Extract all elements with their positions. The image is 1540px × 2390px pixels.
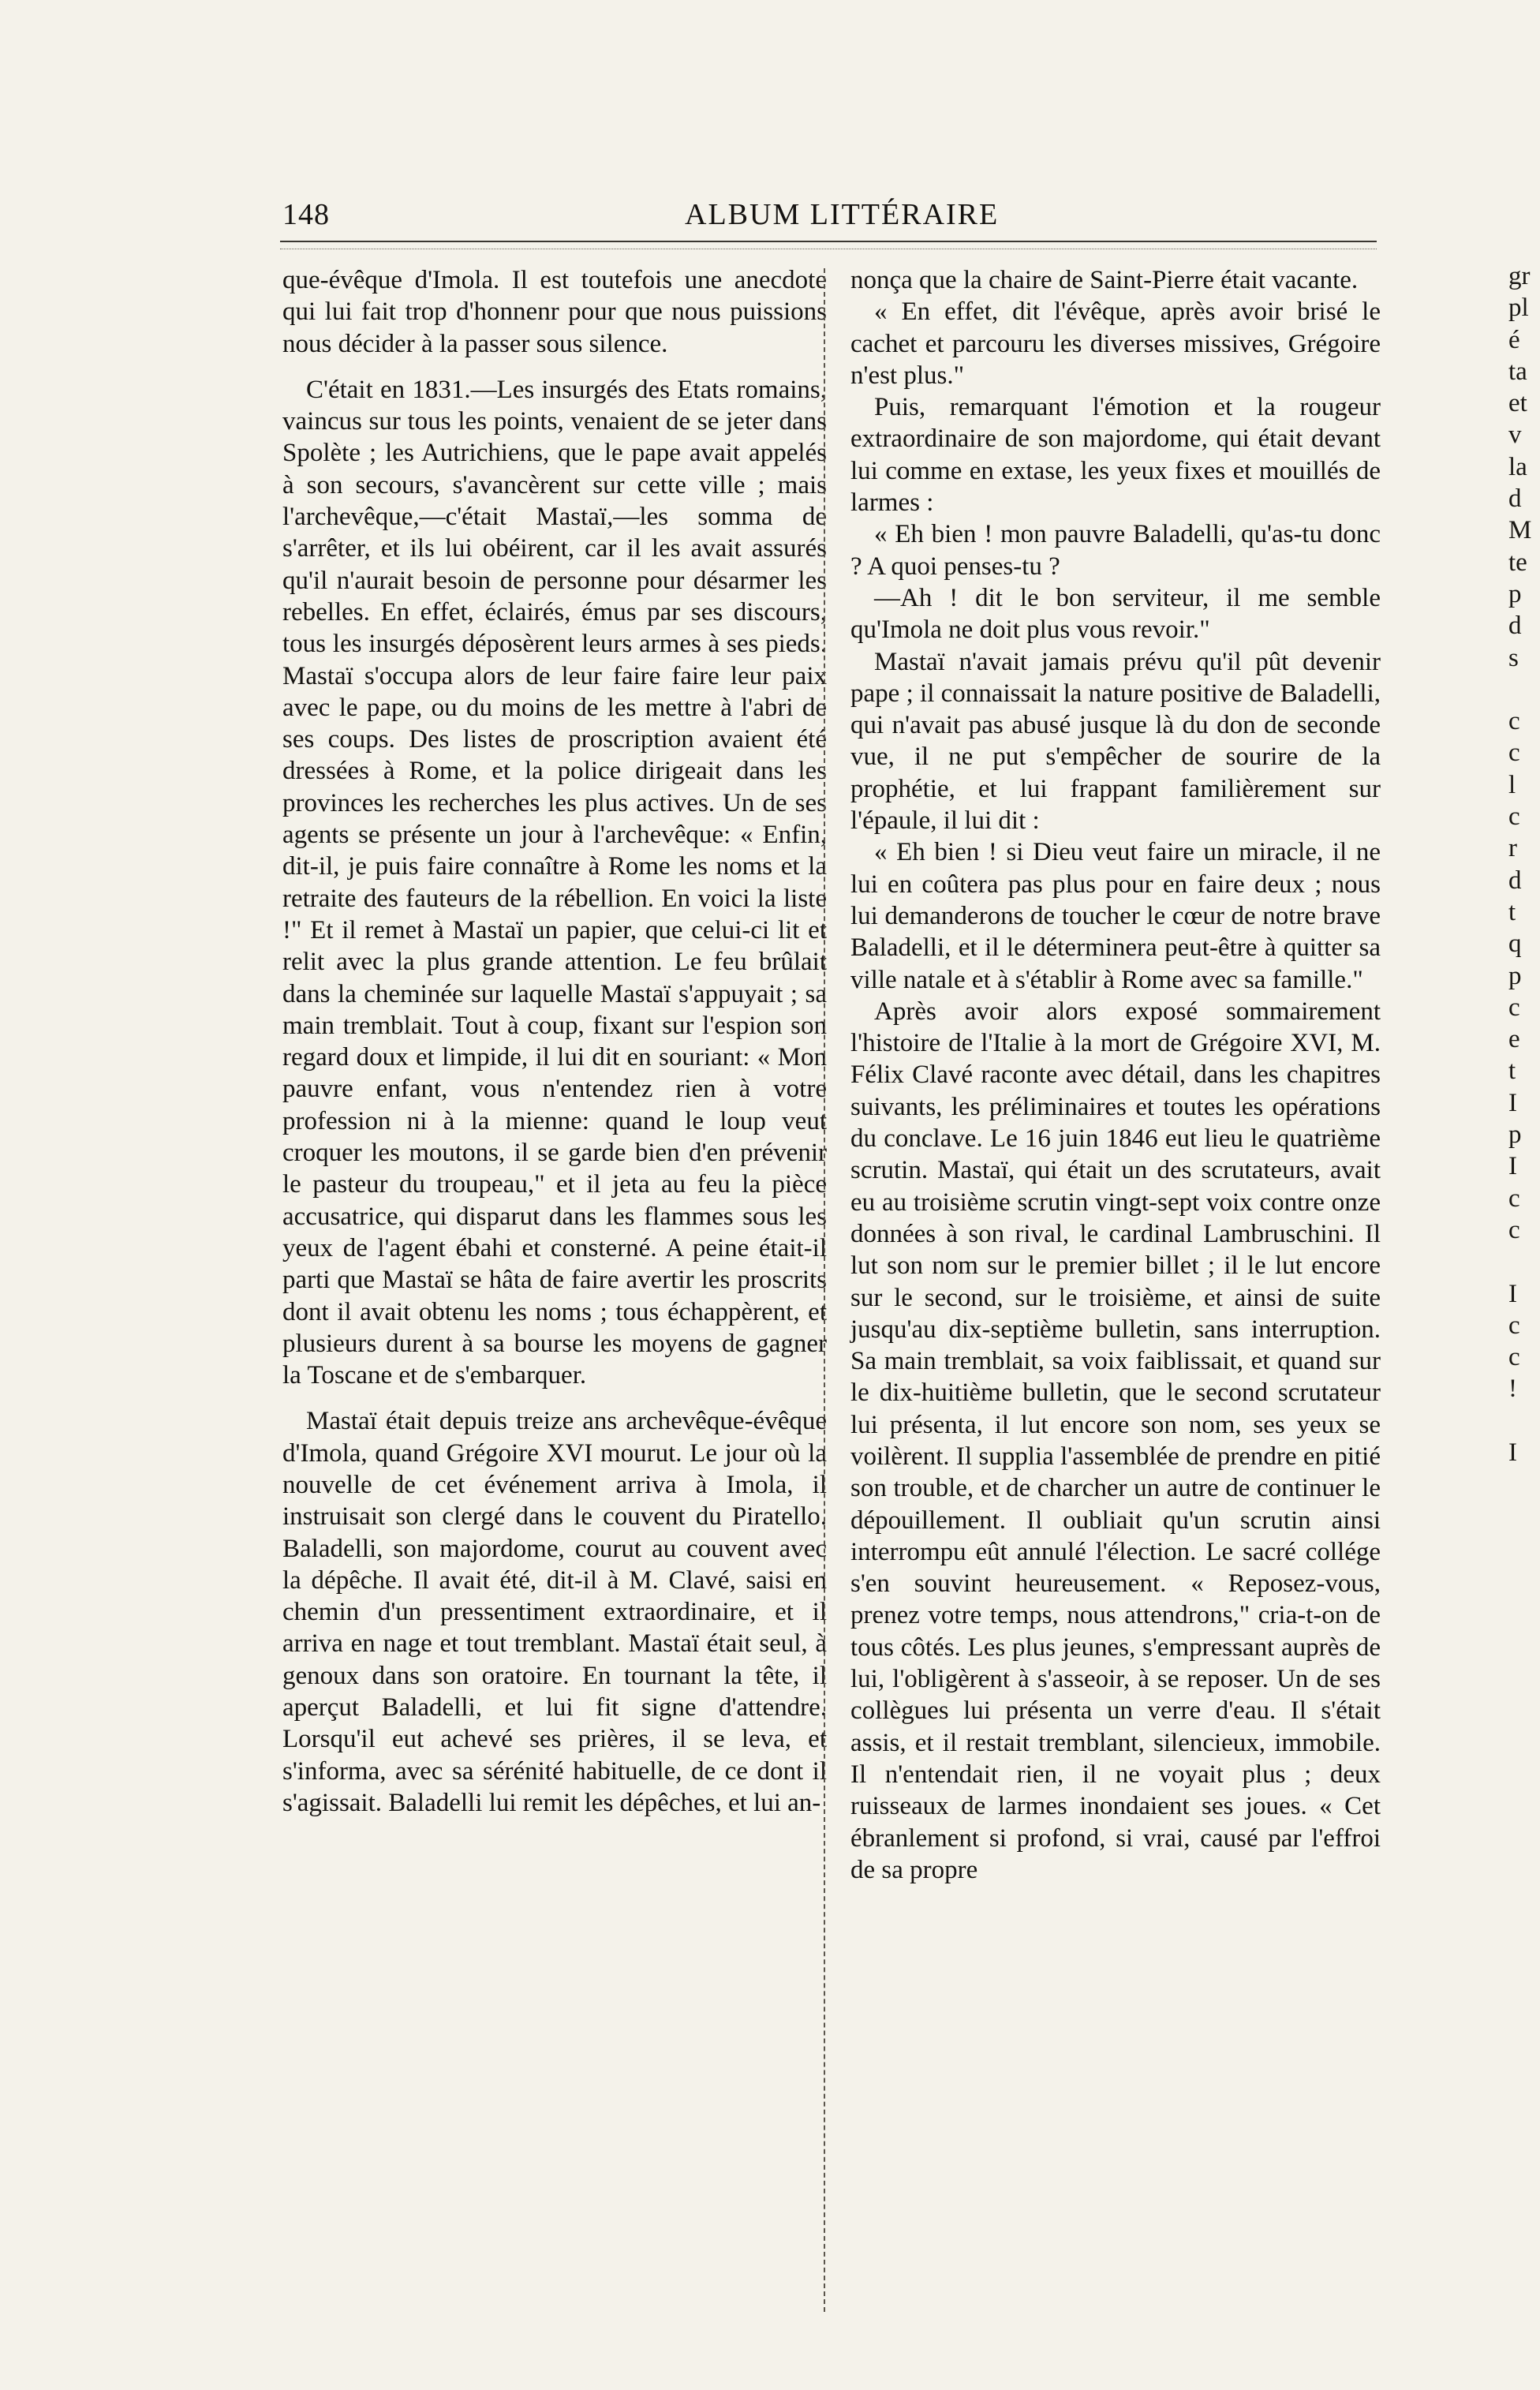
adjacent-page-fragment: I [1508, 1438, 1517, 1467]
paragraph: « En effet, dit l'évêque, après avoir brisé le cachet et parcouru les diverses missives, Grégoire n'est plus." [850, 297, 1381, 390]
adjacent-page-fragment: la [1508, 452, 1527, 481]
right-column [850, 264, 1381, 1886]
adjacent-page-fragment: q [1508, 929, 1522, 959]
adjacent-page-fragment: te [1508, 548, 1527, 577]
left-column [282, 264, 827, 1819]
adjacent-page-fragment: p [1508, 1120, 1522, 1150]
adjacent-page-fragment: pl [1508, 294, 1529, 323]
adjacent-page-fragment: d [1508, 484, 1522, 514]
adjacent-page-fragment: c [1508, 739, 1520, 768]
adjacent-page-fragment: ! [1508, 1375, 1517, 1404]
adjacent-page-fragment: c [1508, 1311, 1520, 1340]
column-divider [824, 268, 825, 2312]
running-title: ALBUM LITTÉRAIRE [685, 198, 1000, 231]
adjacent-page-fragment: c [1508, 802, 1520, 832]
paragraph: Mastaï était depuis treize ans archevêque-évêque d'Imola, quand Grégoire XVI mourut. Le jour où la nouvelle de cet événement arriva à Imola, il instruisait son clergé dans le couvent du Piratello. Baladelli, son majordome, courut au couvent avec la dépêche. Il avait été, dit-il à M. Clavé, saisi en chemin d'un pressentiment extraordinaire, et il arriva en nage et tout tremblant. Mastaï était seul, à genoux dans son oratoire. En tournant la tête, il aperçut Baladelli, et lui fit signe d'attendre. Lorsqu'il eut achevé ses prières, il se leva, et s'informa, avec sa sérénité habituelle, de ce dont il s'agissait. Baladelli lui remit les dépêches, et lui an- [282, 1407, 827, 1817]
paragraph: « Eh bien ! si Dieu veut faire un miracle, il ne lui en coûtera pas plus pour en faire deux ; nous lui demanderons de toucher le cœur de notre brave Baladelli, et il le déterminera peut-être à quitter sa ville natale et à s'établir à Rome avec sa famille." [850, 838, 1381, 994]
paragraph: que-évêque d'Imola. Il est toutefois une anecdote qui lui fait trop d'honnenr pour que nous puissions nous décider à la passer sous silence. [282, 266, 827, 358]
adjacent-page-fragment: v [1508, 421, 1522, 450]
adjacent-page-fragment: d [1508, 612, 1522, 641]
adjacent-page-fragment: I [1508, 1279, 1517, 1308]
adjacent-page-fragment: ta [1508, 357, 1527, 386]
adjacent-page-fragment: l [1508, 770, 1516, 799]
page-number: 148 [282, 198, 330, 231]
adjacent-page-fragment: I [1508, 1088, 1517, 1117]
running-head [282, 197, 1379, 237]
adjacent-page-fragment: M [1508, 516, 1532, 545]
adjacent-page-edge [1508, 260, 1540, 2383]
adjacent-page-fragment: c [1508, 993, 1520, 1022]
adjacent-page-fragment: t [1508, 1057, 1516, 1086]
adjacent-page-fragment: c [1508, 1184, 1520, 1213]
adjacent-page-fragment [1508, 1246, 1540, 1277]
paragraph: Mastaï n'avait jamais prévu qu'il pût devenir pape ; il connaissait la nature positive de Baladelli, qui n'avait pas abusé jusque là du don de seconde vue, il ne put s'empêcher de sourire de la prophétie, et lui frappant familièrement sur l'épaule, il lui dit : [850, 647, 1381, 836]
adjacent-page-fragment: e [1508, 1025, 1520, 1054]
adjacent-page-fragment: p [1508, 579, 1522, 608]
paragraph: « Eh bien ! mon pauvre Baladelli, qu'as-tu donc ? A quoi penses-tu ? [850, 520, 1381, 581]
adjacent-page-fragment: s [1508, 643, 1519, 672]
adjacent-page-fragment [1508, 674, 1540, 705]
adjacent-page-fragment: é [1508, 325, 1520, 354]
header-rule [280, 241, 1377, 249]
paragraph: nonça que la chaire de Saint-Pierre était vacante. [850, 266, 1359, 294]
adjacent-page-fragment: c [1508, 707, 1520, 736]
paragraph: C'était en 1831.—Les insurgés des Etats romains, vaincus sur tous les points, venaient de se jeter dans Spolète ; les Autrichiens, que le pape avait appelés à son secours, s'avancèrent sur cette ville ; mais l'archevêque,—c'était Mastaï,—les somma de s'arrêter, et ils lui obéirent, car il les avait assurés qu'il n'aurait besoin de personne pour désarmer les rebelles. En effet, éclairés, émus par ses discours, tous les insurgés déposèrent leurs armes à ses pieds. Mastaï s'occupa alors de leur faire faire leur paix avec le pape, ou du moins de les mettre à l'abri de ses coups. Des listes de proscription avaient été dressées à Rome, et la police dirigeait dans les provinces les recherches les plus actives. Un de ses agents se présente un jour à l'archevêque: « Enfin, dit-il, je puis faire connaître à Rome les noms et la retraite des fauteurs de la rébellion. En voici la liste !" Et il remet à Mastaï un papier, que celui-ci lit et relit avec la plus grande attention. Le feu brûlait dans la cheminée sur laquelle Mastaï s'appuyait ; sa main tremblait. Tout à coup, fixant sur l'espion son regard doux et limpide, il lui dit en souriant: « Mon pauvre enfant, vous n'entendez rien à votre profession ni à la mienne: quand le loup veut croquer les moutons, il se garde bien d'en prévenir le pasteur du troupeau," et il jeta au feu la pièce accusatrice, qui disparut dans les flammes sous les yeux de l'agent ébahi et consterné. A peine était-il parti que Mastaï se hâta de faire avertir les proscrits dont il avait obtenu les noms ; tous échappèrent, et plusieurs durent à sa bourse les moyens de gagner la Toscane et de s'embarquer. [282, 375, 827, 1390]
adjacent-page-fragment: r [1508, 834, 1517, 863]
paragraph: Puis, remarquant l'émotion et la rougeur extraordinaire de son majordome, qui était devant lui comme en extase, les yeux fixes et mouillés de larmes : [850, 393, 1381, 518]
adjacent-page-fragment [1508, 1405, 1540, 1437]
adjacent-page-fragment: gr [1508, 262, 1531, 290]
adjacent-page-fragment: c [1508, 1343, 1520, 1372]
adjacent-page-fragment: c [1508, 1215, 1520, 1244]
paragraph: Après avoir alors exposé sommairement l'histoire de l'Italie à la mort de Grégoire XVI, M. Félix Clavé raconte avec détail, dans les chapitres suivants, les préliminaires et toutes les opérations du conclave. Le 16 juin 1846 eut lieu le quatrième scrutin. Mastaï, qui était un des scrutateurs, avait eu au troisième scrutin vingt-sept voix contre onze données à son rival, le cardinal Lambruschini. Il lut son nom sur le premier billet ; il le lut encore sur le second, sur le troisième, et ainsi de suite jusqu'au dix-septième bulletin, sans interruption. Sa main tremblait, sa voix faiblissait, et quand sur le dix-huitième bulletin, que le second scrutateur lui présenta, il lut encore son nom, ses yeux se voilèrent. Il supplia l'assemblée de prendre en pitié son trouble, et de charcher un autre de continuer le dépouillement. Il oubliait qu'un scrutin ainsi interrompu eût annulé l'élection. Le sacré collége s'en souvint heureusement. « Reposez-vous, prenez votre temps, nous attendrons," cria-t-on de tous côtés. Les plus jeunes, s'empressant auprès de lui, l'obligèrent à s'asseoir, à se reposer. Un de ses collègues lui présenta un verre d'eau. Il s'était assis, et il restait tremblant, silencieux, immobile. Il n'entendait rien, il ne voyait plus ; deux ruisseaux de larmes inondaient ses joues. « Cet ébranlement si profond, si vrai, causé par l'effroi de sa propre [850, 997, 1381, 1884]
adjacent-page-fragment: p [1508, 961, 1522, 990]
adjacent-page-fragment: t [1508, 897, 1516, 926]
paragraph: —Ah ! dit le bon serviteur, il me semble qu'Imola ne doit plus vous revoir." [850, 583, 1381, 645]
adjacent-page-fragment: I [1508, 1152, 1517, 1181]
adjacent-page-fragment: d [1508, 866, 1522, 895]
adjacent-page-fragment: et [1508, 389, 1527, 418]
